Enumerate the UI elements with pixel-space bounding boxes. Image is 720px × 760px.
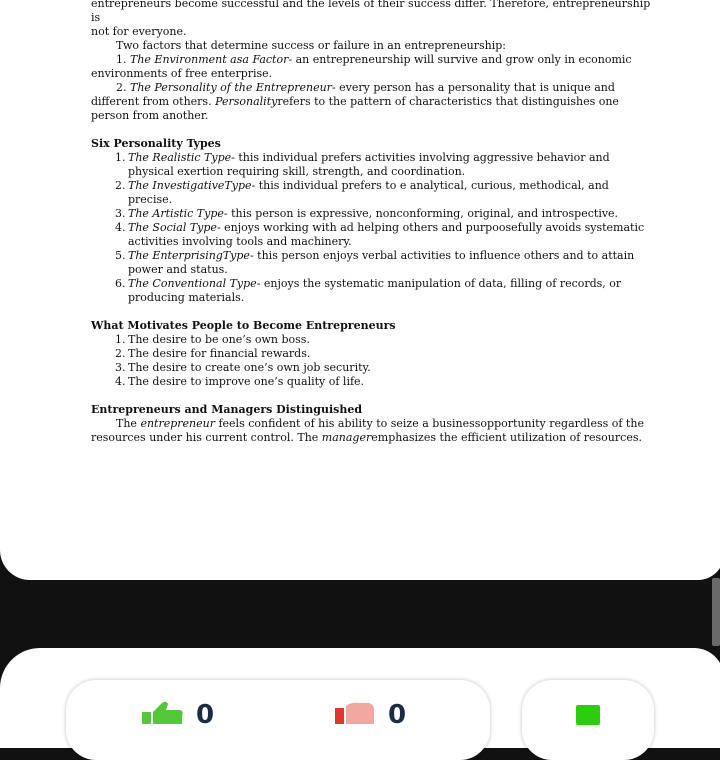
list-item: 1. The desire to be one’s own boss. [115,333,310,346]
list-item: 6. The Conventional Type- enjoys the systematic manipulation of data, filling of records, or producing materials. [115,277,622,304]
dislike-button[interactable] [333,700,379,720]
factor-1: 1. The Environment asa Factor- an entrepreneurship will survive and grow only in economic environments of free enterprise. [91,53,632,80]
vote-card [66,680,490,760]
distinguish-paragraph: The entrepreneur feels confident of his ability to seize a businessopportunity regardless of the resources under his current control. The manageremphasizes the efficient utilization of resources. [91,417,644,444]
like-count: 0 [196,700,215,730]
list-item: 3. The desire to create one’s own job security. [115,361,371,374]
intro-paragraph: entrepreneurs become successful and the levels of their success differ. Therefore, entrepreneurship is not for everyone. [91,0,651,38]
list-item: 2. The desire for financial rewards. [115,347,311,360]
factors-intro: Two factors that determine success or failure in an entrepreneurship: [116,39,506,52]
motivations-list [91,333,651,389]
dislike-count: 0 [388,700,407,730]
list-item: 4. The desire to improve one’s quality of life. [115,375,365,388]
action-button[interactable] [576,705,600,725]
personality-types-list [91,151,651,305]
list-item: 2. The InvestigativeType- this individual prefers to e analytical, curious, methodical, and precise. [115,179,609,206]
section-heading-motivations: What Motivates People to Become Entrepreneurs [91,319,396,332]
scrollbar-thumb[interactable] [712,578,720,646]
factor-1-title: The Environment asa Factor [130,53,289,66]
like-button[interactable] [140,700,190,720]
factor-2-title: The Personality of the Entrepreneur [130,81,332,94]
document-text [91,0,651,445]
thumbs-down-icon [333,700,377,724]
section-heading-entrepreneurs-managers: Entrepreneurs and Managers Distinguished [91,403,363,416]
list-item: 5. The EnterprisingType- this person enjoys verbal activities to influence others and to attain power and status. [115,249,635,276]
factor-2: 2. The Personality of the Entrepreneur- every person has a personality that is unique and different from others. Personalityrefers to the pattern of characteristics that distinguishes one person from another. [91,81,619,122]
list-item: 1. The Realistic Type- this individual prefers activities involving aggressive behavior and physical exertion requiring skill, strength, and coordination. [115,151,610,178]
section-heading-personality-types: Six Personality Types [91,137,221,150]
thumbs-up-icon [140,700,184,724]
list-item: 4. The Social Type- enjoys working with ad helping others and purpoosefully avoids systematic activities involving tools and machinery. [115,221,645,248]
list-item: 3. The Artistic Type- this person is expressive, nonconforming, original, and introspective. [115,207,619,220]
